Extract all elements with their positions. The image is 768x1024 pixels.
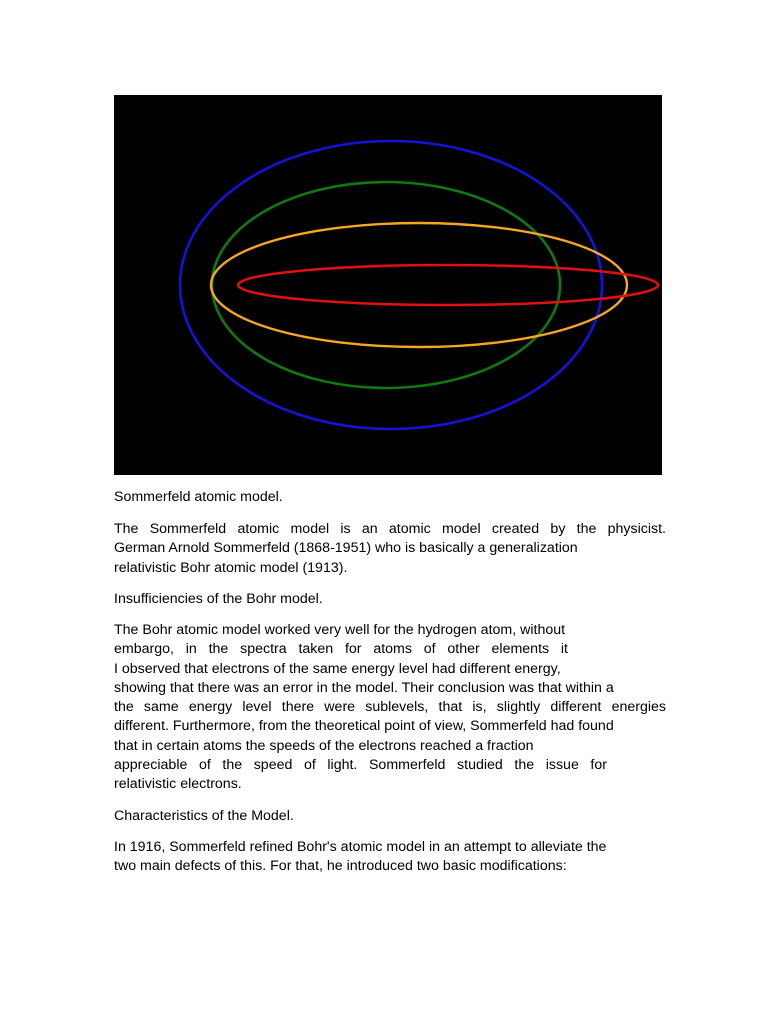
paragraph-line: German Arnold Sommerfeld (1868-1951) who is basically a generalization — [114, 540, 578, 557]
paragraph-line: The Bohr atomic model worked very well for the hydrogen atom, without — [114, 622, 566, 638]
paragraph-line: that in certain atoms the speeds of the electrons reached a fraction — [114, 737, 534, 754]
caption-text: Sommerfeld atomic model. — [114, 489, 283, 505]
section-heading-characteristics — [114, 807, 666, 826]
paragraph-line: I observed that electrons of the same energy level had different energy, — [114, 660, 561, 677]
paragraph-line: showing that there was an error in the model. Their conclusion was that within a — [114, 679, 614, 696]
paragraph-line: different. Furthermore, from the theoretical point of view, Sommerfeld had found — [114, 718, 614, 735]
paragraph-line: embargo, in the spectra taken for atoms of other elements it — [114, 641, 568, 658]
figure-caption — [114, 488, 666, 507]
section-heading-insufficiencies — [114, 590, 666, 609]
orbits-diagram — [114, 95, 662, 475]
paragraph-line: In 1916, Sommerfeld refined Bohr's atomic model in an attempt to alleviate the — [114, 839, 607, 855]
paragraph-line: appreciable of the speed of light. Sommerfeld studied the issue for — [114, 757, 607, 774]
paragraph-line: relativistic electrons. — [114, 776, 242, 793]
paragraph-intro — [114, 520, 666, 578]
paragraph-characteristics — [114, 838, 666, 877]
paragraph-bohr-model — [114, 621, 666, 795]
diagram-background — [114, 95, 662, 475]
paragraph-line: two main defects of this. For that, he introduced two basic modifications: — [114, 858, 567, 875]
sommerfeld-orbits-figure — [114, 95, 662, 475]
paragraph-line: relativistic Bohr atomic model (1913). — [114, 559, 348, 576]
heading-text: Insufficiencies of the Bohr model. — [114, 591, 323, 607]
heading-text: Characteristics of the Model. — [114, 808, 294, 824]
paragraph-line: the same energy level there were sublevels, that is, slightly different energies — [114, 699, 666, 716]
paragraph-line: The Sommerfeld atomic model is an atomic model created by the physicist. — [114, 521, 666, 537]
